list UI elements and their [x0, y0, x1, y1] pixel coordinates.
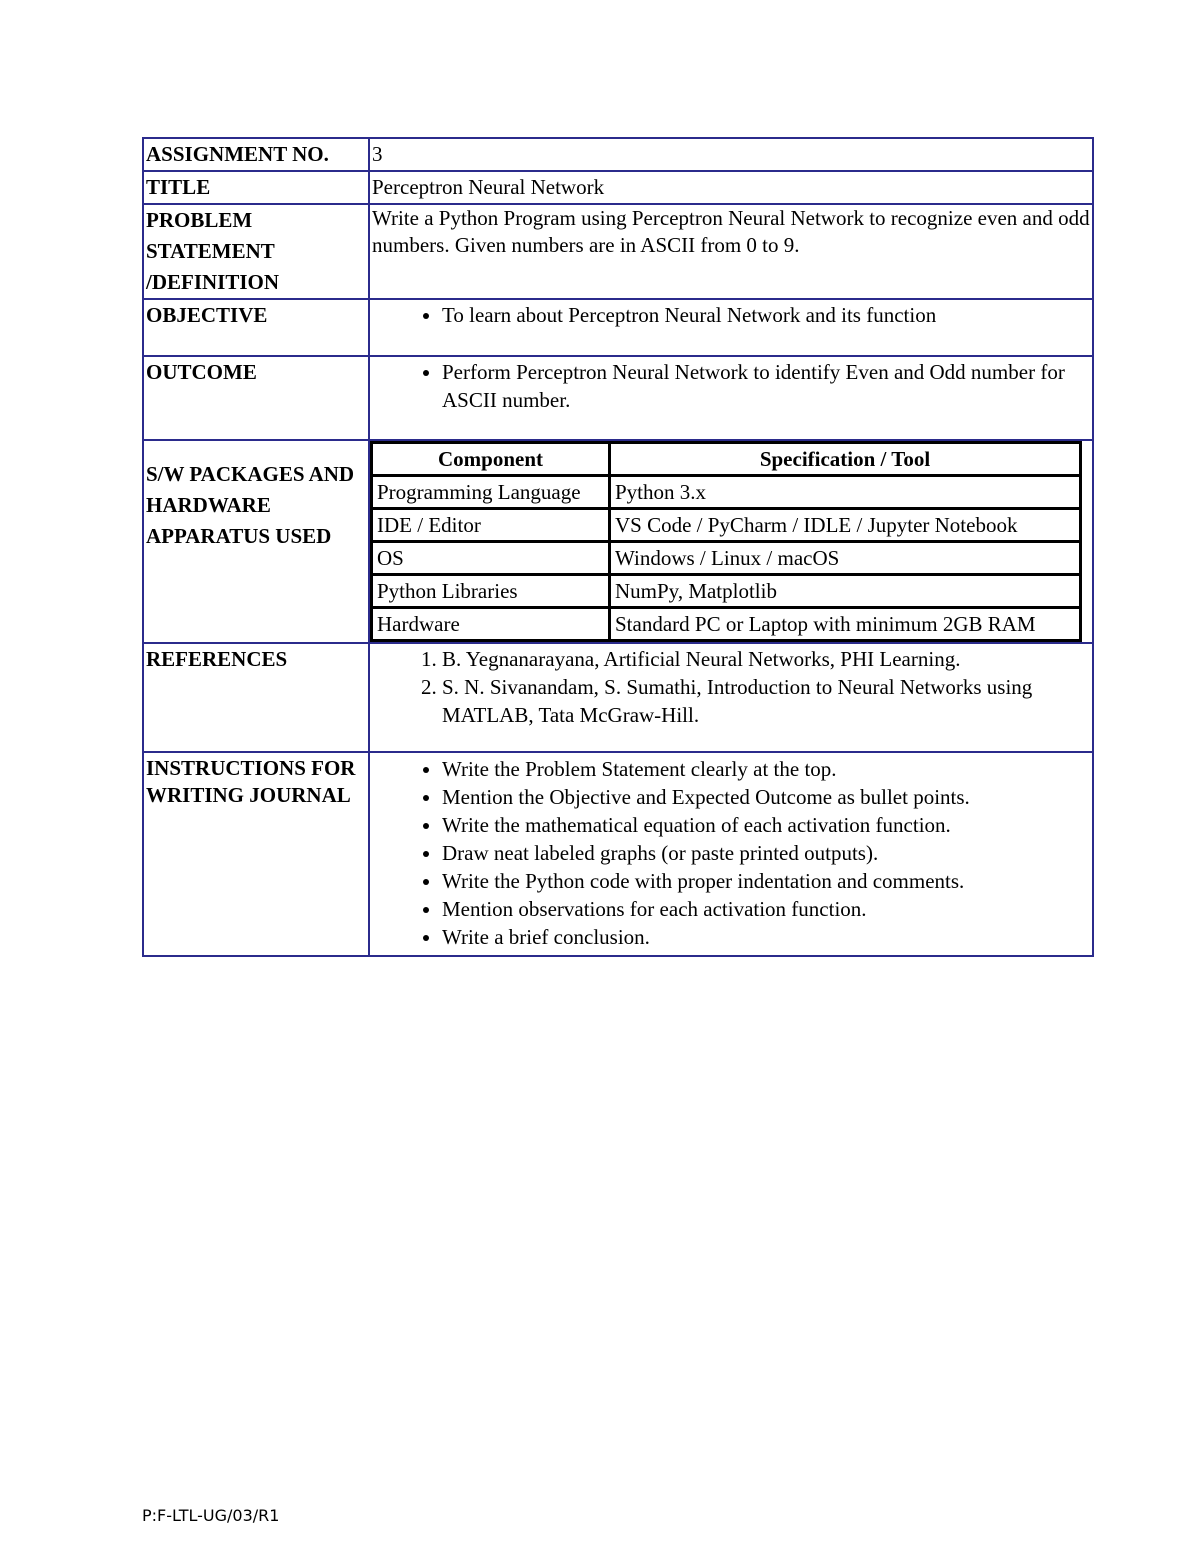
instructions-value [369, 752, 1093, 956]
row-assignment-no [143, 138, 1093, 171]
objective-label: OBJECTIVE [143, 299, 369, 356]
spec-header: Specification / Tool [610, 443, 1081, 476]
table-row [372, 542, 1081, 575]
component-cell: Python Libraries [372, 575, 610, 608]
list-item: • Perform Perceptron Neural Network to identify Even and Odd number for ASCII number. [442, 358, 1090, 414]
row-objective [143, 299, 1093, 356]
spec-cell: Python 3.x [610, 476, 1081, 509]
assignment-value: 3 [369, 138, 1093, 171]
table-row [372, 608, 1081, 641]
spec-cell: Windows / Linux / macOS [610, 542, 1081, 575]
spec-cell: NumPy, Matplotlib [610, 575, 1081, 608]
list-item: • Mention observations for each activation function. [442, 895, 1090, 923]
row-references [143, 643, 1093, 752]
instructions-label: INSTRUCTIONS FOR WRITING JOURNAL [143, 752, 369, 956]
list-item: • Write the Problem Statement clearly at the top. [442, 755, 1090, 783]
packages-header-row [372, 443, 1081, 476]
list-item: 2. S. N. Sivanandam, S. Sumathi, Introduction to Neural Networks using MATLAB, Tata McGraw-Hill. [442, 673, 1090, 729]
row-packages [143, 440, 1093, 643]
list-item: • Write the mathematical equation of each activation function. [442, 811, 1090, 839]
component-header: Component [372, 443, 610, 476]
component-cell: Hardware [372, 608, 610, 641]
packages-table [370, 441, 1082, 642]
outcome-label: OUTCOME [143, 356, 369, 440]
problem-value: Write a Python Program using Perceptron Neural Network to recognize even and odd numbers. Given numbers are in ASCII from 0 to 9. [369, 204, 1093, 299]
references-label: REFERENCES [143, 643, 369, 752]
title-label: TITLE [143, 171, 369, 204]
instructions-list [372, 755, 1090, 951]
component-cell: OS [372, 542, 610, 575]
title-value: Perceptron Neural Network [369, 171, 1093, 204]
row-instructions [143, 752, 1093, 956]
row-title [143, 171, 1093, 204]
row-problem-statement [143, 204, 1093, 299]
references-list [372, 645, 1090, 729]
spec-cell: VS Code / PyCharm / IDLE / Jupyter Notebook [610, 509, 1081, 542]
row-outcome [143, 356, 1093, 440]
spec-cell: Standard PC or Laptop with minimum 2GB RAM [610, 608, 1081, 641]
list-item: 1. B. Yegnanarayana, Artificial Neural Networks, PHI Learning. [442, 645, 1090, 673]
assignment-label: ASSIGNMENT NO. [143, 138, 369, 171]
list-item: • Write the Python code with proper indentation and comments. [442, 867, 1090, 895]
list-item: • To learn about Perceptron Neural Network and its function [442, 301, 1090, 329]
packages-label: S/W PACKAGES AND HARDWARE APPARATUS USED [143, 440, 369, 643]
component-cell: Programming Language [372, 476, 610, 509]
list-item: • Mention the Objective and Expected Outcome as bullet points. [442, 783, 1090, 811]
table-row [372, 575, 1081, 608]
document-code: P:F-LTL-UG/03/R1 [142, 1506, 280, 1525]
assignment-table [142, 137, 1094, 957]
objective-value [369, 299, 1093, 356]
problem-label: PROBLEM STATEMENT /DEFINITION [143, 204, 369, 299]
objective-list [372, 301, 1090, 329]
packages-value [369, 440, 1093, 643]
table-row [372, 509, 1081, 542]
outcome-value [369, 356, 1093, 440]
list-item: • Write a brief conclusion. [442, 923, 1090, 951]
list-item: • Draw neat labeled graphs (or paste printed outputs). [442, 839, 1090, 867]
component-cell: IDE / Editor [372, 509, 610, 542]
table-row [372, 476, 1081, 509]
references-value [369, 643, 1093, 752]
outcome-list [372, 358, 1090, 414]
